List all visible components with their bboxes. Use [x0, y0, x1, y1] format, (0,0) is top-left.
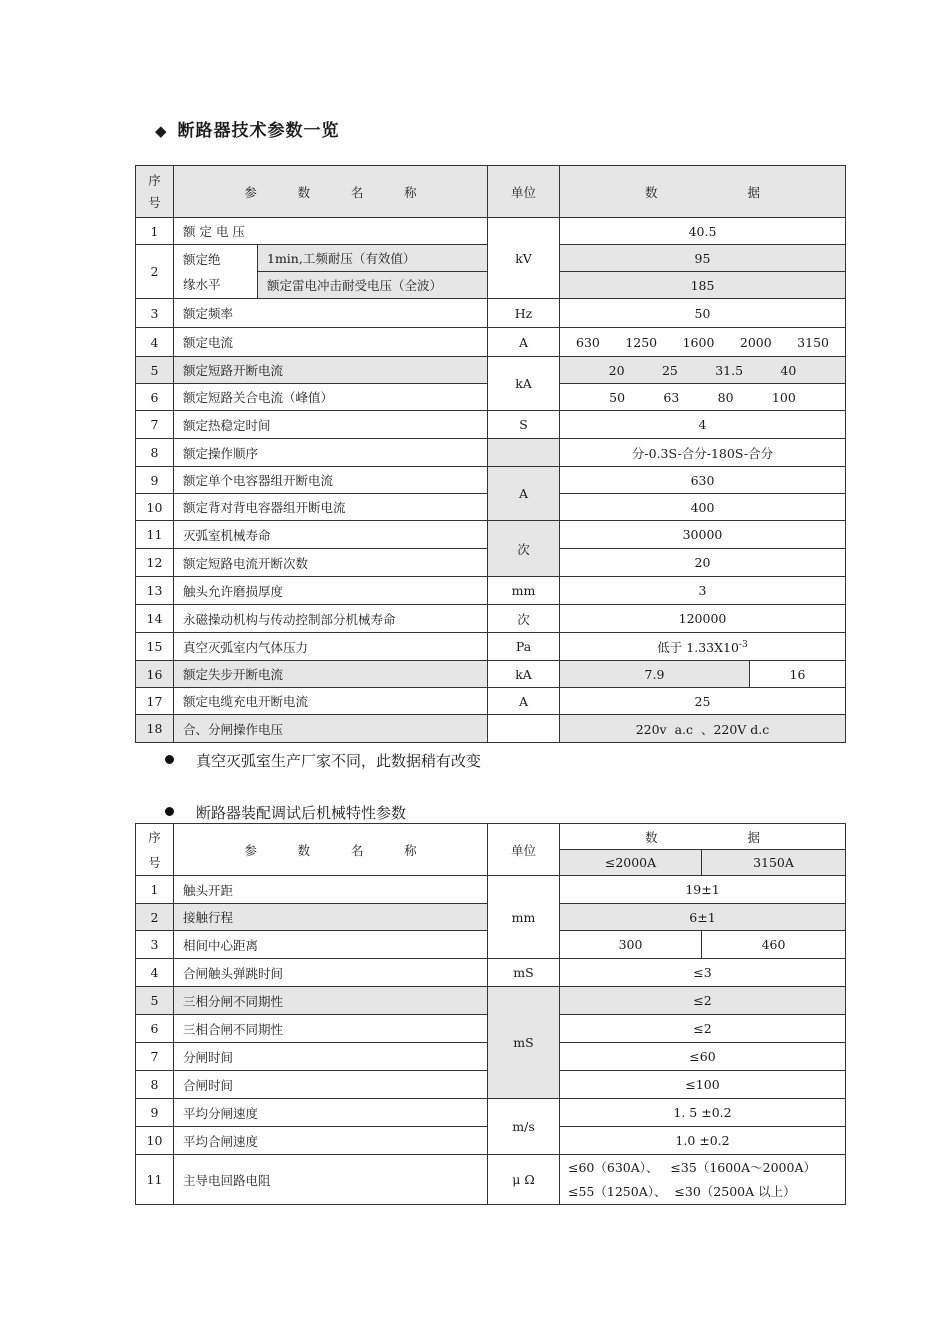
row-param: 合闸触头弹跳时间 [174, 959, 488, 987]
row-number: 7 [136, 411, 174, 439]
row-unit: mm [488, 577, 560, 605]
row-param: 三相合闸不同期性 [174, 1015, 488, 1043]
table-row [136, 1099, 846, 1127]
row-number: 11 [136, 521, 174, 549]
table-row [136, 299, 846, 328]
row-value: 7.9 [560, 661, 750, 688]
row-value: 50 [560, 299, 846, 328]
table-row [136, 411, 846, 439]
table-row [136, 328, 846, 357]
row-value: 分-0.3S-合分-180S-合分 [560, 439, 846, 467]
row-value: 95 [560, 245, 846, 272]
row-number: 17 [136, 688, 174, 715]
table-row [136, 987, 846, 1015]
row-param: 灭弧室机械寿命 [174, 521, 488, 549]
row-number: 9 [136, 1099, 174, 1127]
row-param: 额定短路电流开断次数 [174, 549, 488, 577]
row-number: 8 [136, 439, 174, 467]
row-value: 1. 5 ±0.2 [560, 1099, 846, 1127]
row-number: 12 [136, 549, 174, 577]
row-value: 1.0 ±0.2 [560, 1127, 846, 1155]
section2-title: 断路器装配调试后机械特性参数 [165, 802, 406, 823]
row-value: 19±1 [560, 876, 846, 904]
row-value: ≤60（630A）、 ≤35（1600A～2000A） ≤55（1250A）、 ≤30（2500A 以上） [560, 1155, 846, 1205]
row-number: 5 [136, 987, 174, 1015]
row-value: 400 [560, 494, 846, 521]
row-value: ≤2 [560, 987, 846, 1015]
row-value: 460 [702, 931, 846, 959]
row-number: 3 [136, 931, 174, 959]
bullet-dot-icon [165, 755, 174, 764]
row-number: 2 [136, 904, 174, 931]
row-number: 7 [136, 1043, 174, 1071]
diamond-bullet-icon: ◆ [155, 122, 168, 140]
row-unit [488, 715, 560, 743]
row-value: 40.5 [560, 218, 846, 245]
header-data: 数 据 [560, 166, 846, 218]
table-row [136, 605, 846, 633]
row-param: 额定电缆充电开断电流 [174, 688, 488, 715]
row-number: 4 [136, 959, 174, 987]
row-unit: A [488, 328, 560, 357]
table-row [136, 439, 846, 467]
row-unit: mm [488, 876, 560, 959]
header-unit: 单位 [488, 824, 560, 876]
table-row [136, 577, 846, 605]
mechanical-params-table [135, 823, 846, 1205]
header-seq: 序号 [136, 166, 174, 218]
row-value: 16 [750, 661, 846, 688]
header-data: 数 据 [560, 824, 846, 850]
row-value: 3 [560, 577, 846, 605]
row-number: 1 [136, 876, 174, 904]
row-value: 120000 [560, 605, 846, 633]
row-number: 18 [136, 715, 174, 743]
section1-title-text: 断路器技术参数一览 [177, 121, 340, 141]
row-param: 额定热稳定时间 [174, 411, 488, 439]
table2-header-row [136, 824, 846, 850]
row-param-group: 额定绝缘水平 [174, 245, 258, 299]
row-value: 4 [560, 411, 846, 439]
row-param: 额定失步开断电流 [174, 661, 488, 688]
row-value: 20 [560, 549, 846, 577]
table1-header-row [136, 166, 846, 218]
row-number: 14 [136, 605, 174, 633]
row-param: 主导电回路电阻 [174, 1155, 488, 1205]
row-number: 1 [136, 218, 174, 245]
row-number: 11 [136, 1155, 174, 1205]
row-unit: kA [488, 357, 560, 411]
table-row [136, 633, 846, 661]
row-values: 630 1250 1600 2000 3150 [560, 328, 846, 357]
table-row [136, 467, 846, 494]
row-param: 永磁操动机构与传动控制部分机械寿命 [174, 605, 488, 633]
row-unit: 次 [488, 605, 560, 633]
row-unit: Hz [488, 299, 560, 328]
row-number: 9 [136, 467, 174, 494]
table-row [136, 521, 846, 549]
header-unit: 单位 [488, 166, 560, 218]
row-number: 16 [136, 661, 174, 688]
header-col-3150a: 3150A [702, 850, 846, 876]
row-number: 8 [136, 1071, 174, 1099]
row-value: 300 [560, 931, 702, 959]
row-param: 额定短路开断电流 [174, 357, 488, 384]
row-unit: mS [488, 987, 560, 1099]
table-row [136, 1155, 846, 1205]
table-row [136, 218, 846, 245]
table-row [136, 959, 846, 987]
row-number: 6 [136, 1015, 174, 1043]
row-values: 20 25 31.5 40 [560, 357, 846, 384]
row-value: 6±1 [560, 904, 846, 931]
table-row [136, 688, 846, 715]
row-number: 10 [136, 1127, 174, 1155]
row-value: ≤2 [560, 1015, 846, 1043]
row-param: 触头允许磨损厚度 [174, 577, 488, 605]
row-value: 低于 $1.33X10^{-3}$ [560, 633, 846, 661]
row-param: 额定电流 [174, 328, 488, 357]
row-number: 15 [136, 633, 174, 661]
row-unit: S [488, 411, 560, 439]
section1-title [155, 116, 340, 141]
row-number: 4 [136, 328, 174, 357]
note-variation: 真空灭弧室生产厂家不同，此数据稍有改变 [165, 750, 481, 771]
bullet-dot-icon [165, 807, 174, 816]
row-values: 50 63 80 100 [560, 384, 846, 411]
row-param: 额定单个电容器组开断电流 [174, 467, 488, 494]
tech-params-table [135, 165, 846, 743]
row-number: 3 [136, 299, 174, 328]
row-value: 220v a.c 、220V d.c [560, 715, 846, 743]
row-unit: μ Ω [488, 1155, 560, 1205]
row-sub-param: 1min,工频耐压（有效值） [258, 245, 488, 272]
row-param: 合、分闸操作电压 [174, 715, 488, 743]
row-value: ≤3 [560, 959, 846, 987]
row-value: ≤100 [560, 1071, 846, 1099]
row-param: 触头开距 [174, 876, 488, 904]
row-param: 接触行程 [174, 904, 488, 931]
row-param: 相间中心距离 [174, 931, 488, 959]
row-unit: 次 [488, 521, 560, 577]
row-value: 25 [560, 688, 846, 715]
row-param: 额定频率 [174, 299, 488, 328]
row-param: 分闸时间 [174, 1043, 488, 1071]
row-value: 185 [560, 272, 846, 299]
row-unit: A [488, 688, 560, 715]
row-number: 5 [136, 357, 174, 384]
header-param-name: 参 数 名 称 [174, 824, 488, 876]
table-row [136, 876, 846, 904]
row-unit: kV [488, 218, 560, 299]
row-number: 10 [136, 494, 174, 521]
row-value: 630 [560, 467, 846, 494]
row-unit: mS [488, 959, 560, 987]
table-row [136, 661, 846, 688]
row-param: 合闸时间 [174, 1071, 488, 1099]
row-param: 平均合闸速度 [174, 1127, 488, 1155]
row-number: 13 [136, 577, 174, 605]
row-number: 2 [136, 245, 174, 299]
row-value: ≤60 [560, 1043, 846, 1071]
header-col-2000a: ≤2000A [560, 850, 702, 876]
table-row [136, 357, 846, 384]
row-number: 6 [136, 384, 174, 411]
row-unit: Pa [488, 633, 560, 661]
header-param-name: 参 数 名 称 [174, 166, 488, 218]
row-param: 额定操作顺序 [174, 439, 488, 467]
row-unit: A [488, 467, 560, 521]
row-value: 30000 [560, 521, 846, 549]
row-param: 额定短路关合电流（峰值） [174, 384, 488, 411]
row-param: 三相分闸不同期性 [174, 987, 488, 1015]
row-param: 平均分闸速度 [174, 1099, 488, 1127]
row-unit: kA [488, 661, 560, 688]
row-param: 额定背对背电容器组开断电流 [174, 494, 488, 521]
row-unit [488, 439, 560, 467]
row-param: 真空灭弧室内气体压力 [174, 633, 488, 661]
row-unit: m/s [488, 1099, 560, 1155]
header-seq: 序号 [136, 824, 174, 876]
row-sub-param: 额定雷电冲击耐受电压（全波） [258, 272, 488, 299]
table-row [136, 715, 846, 743]
row-param: 额 定 电 压 [174, 218, 488, 245]
